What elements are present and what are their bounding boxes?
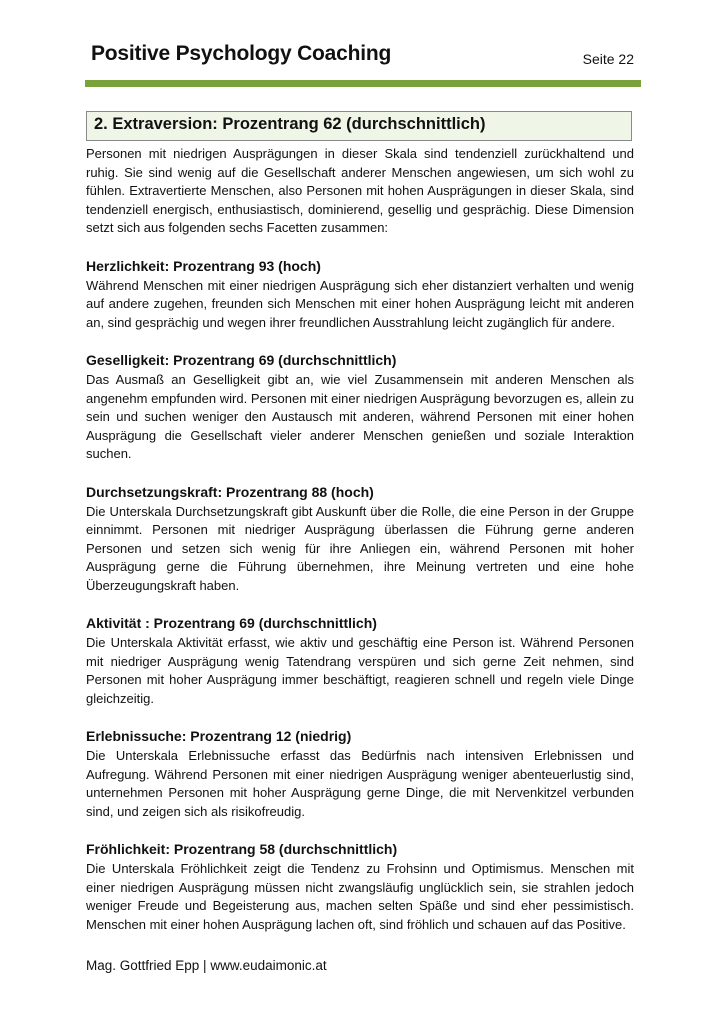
page-number: Seite 22 [582, 51, 634, 67]
section-heading: 2. Extraversion: Prozentrang 62 (durchschnittlich) [94, 115, 486, 133]
facet-title: Herzlichkeit: Prozentrang 93 (hoch) [86, 257, 321, 274]
facet-title: Geselligkeit: Prozentrang 69 (durchschnittlich) [86, 352, 397, 368]
facet-text: Die Unterskala Fröhlichkeit zeigt die Tendenz zu Frohsinn und Optimismus. Menschen mit einer niedrigen Ausprägung müssen nicht zwangsläufig unglücklich sein, sie strahlen jedoch weniger Freude und Begeisterung aus, machen selten Späße und sind eher pessimistisch. Menschen mit einer hohen Ausprägung lachen oft, sind fröhlich und schauen auf das Positive. [86, 861, 634, 932]
section-intro: Personen mit niedrigen Ausprägungen in dieser Skala sind tendenziell zurückhaltend und ruhig. Sie sind wenig auf die Gesellschaft anderer Menschen angewiesen, um sich wohl zu fühlen. Extravertierte Menschen, also Personen mit hohen Ausprägungen in dieser Skala, sind tendenziell energisch, enthusiastisch, dominierend, gesellig und gesprächig. Diese Dimension setzt sich aus folgenden sechs Facetten zusammen: [86, 146, 634, 235]
facet-text: Die Unterskala Erlebnissuche erfasst das Bedürfnis nach intensiven Erlebnissen und Aufregung. Während Personen mit einer niedrigen Ausprägung weniger abenteuerlustig sind, unternehmen Personen mit hoher Ausprägung gerne Dinge, die mit Nervenkitzel verbunden sind, und zeigen sich als risikofreudig. [86, 748, 634, 819]
facet-title: Fröhlichkeit: Prozentrang 58 (durchschnittlich) [86, 841, 398, 857]
facet-title: Erlebnissuche: Prozentrang 12 (niedrig) [86, 728, 352, 744]
page-footer: Mag. Gottfried Epp | www.eudaimonic.at [86, 958, 327, 973]
document-title: Positive Psychology Coaching [91, 42, 392, 65]
facet-erlebnissuche [86, 727, 634, 821]
page-header [91, 42, 634, 72]
facet-text: Die Unterskala Durchsetzungskraft gibt Auskunft über die Rolle, die eine Person in der Gruppe einnimmt. Personen mit niedriger Ausprägung überlassen die Führung gerne anderen Personen und setzen sich wenig für ihre Anliegen ein, während Personen mit hoher Ausprägung gerne die Führung übernehmen, ihre Meinung vertreten und eine hohe Überzeugungskraft haben. [86, 503, 634, 593]
facet-text: Das Ausmaß an Geselligkeit gibt an, wie viel Zusammensein mit anderen Menschen als angenehm empfunden wird. Personen mit einer niedrigen Ausprägung bevorzugen es, allein zu sein und suchen weniger den Austausch mit anderen, während Personen mit einer hohen Ausprägung die Gesellschaft vieler anderer Menschen genießen und soziale Interaktion suchen. [86, 372, 634, 461]
facet-froehlichkeit [86, 840, 634, 934]
section-heading-box [86, 111, 632, 141]
facet-text: Die Unterskala Aktivität erfasst, wie aktiv und geschäftig eine Person ist. Während Personen mit niedriger Ausprägung wenig Tatendrang verspüren und sich gerne Zeit nehmen, sind Personen mit hoher Ausprägung immer beschäftigt, reagieren schnell und regeln viele Dinge gleichzeitig. [86, 635, 634, 706]
facet-title: Aktivität : Prozentrang 69 (durchschnittlich) [86, 615, 377, 631]
header-accent-rule [85, 80, 641, 87]
main-content [86, 145, 634, 934]
facet-aktivitaet [86, 614, 634, 708]
facet-herzlichkeit [86, 257, 634, 333]
facet-title: Durchsetzungskraft: Prozentrang 88 (hoch) [86, 483, 374, 500]
facet-text: Während Menschen mit einer niedrigen Ausprägung sich eher distanziert verhalten und wenig auf andere zugehen, freunden sich Menschen mit einer hohen Ausprägung leicht mit anderen an, sind gesprächig und wegen ihrer freundlichen Ausstrahlung leicht zugänglich für andere. [86, 277, 634, 330]
facet-geselligkeit [86, 351, 634, 464]
facet-durchsetzungskraft [86, 483, 634, 596]
